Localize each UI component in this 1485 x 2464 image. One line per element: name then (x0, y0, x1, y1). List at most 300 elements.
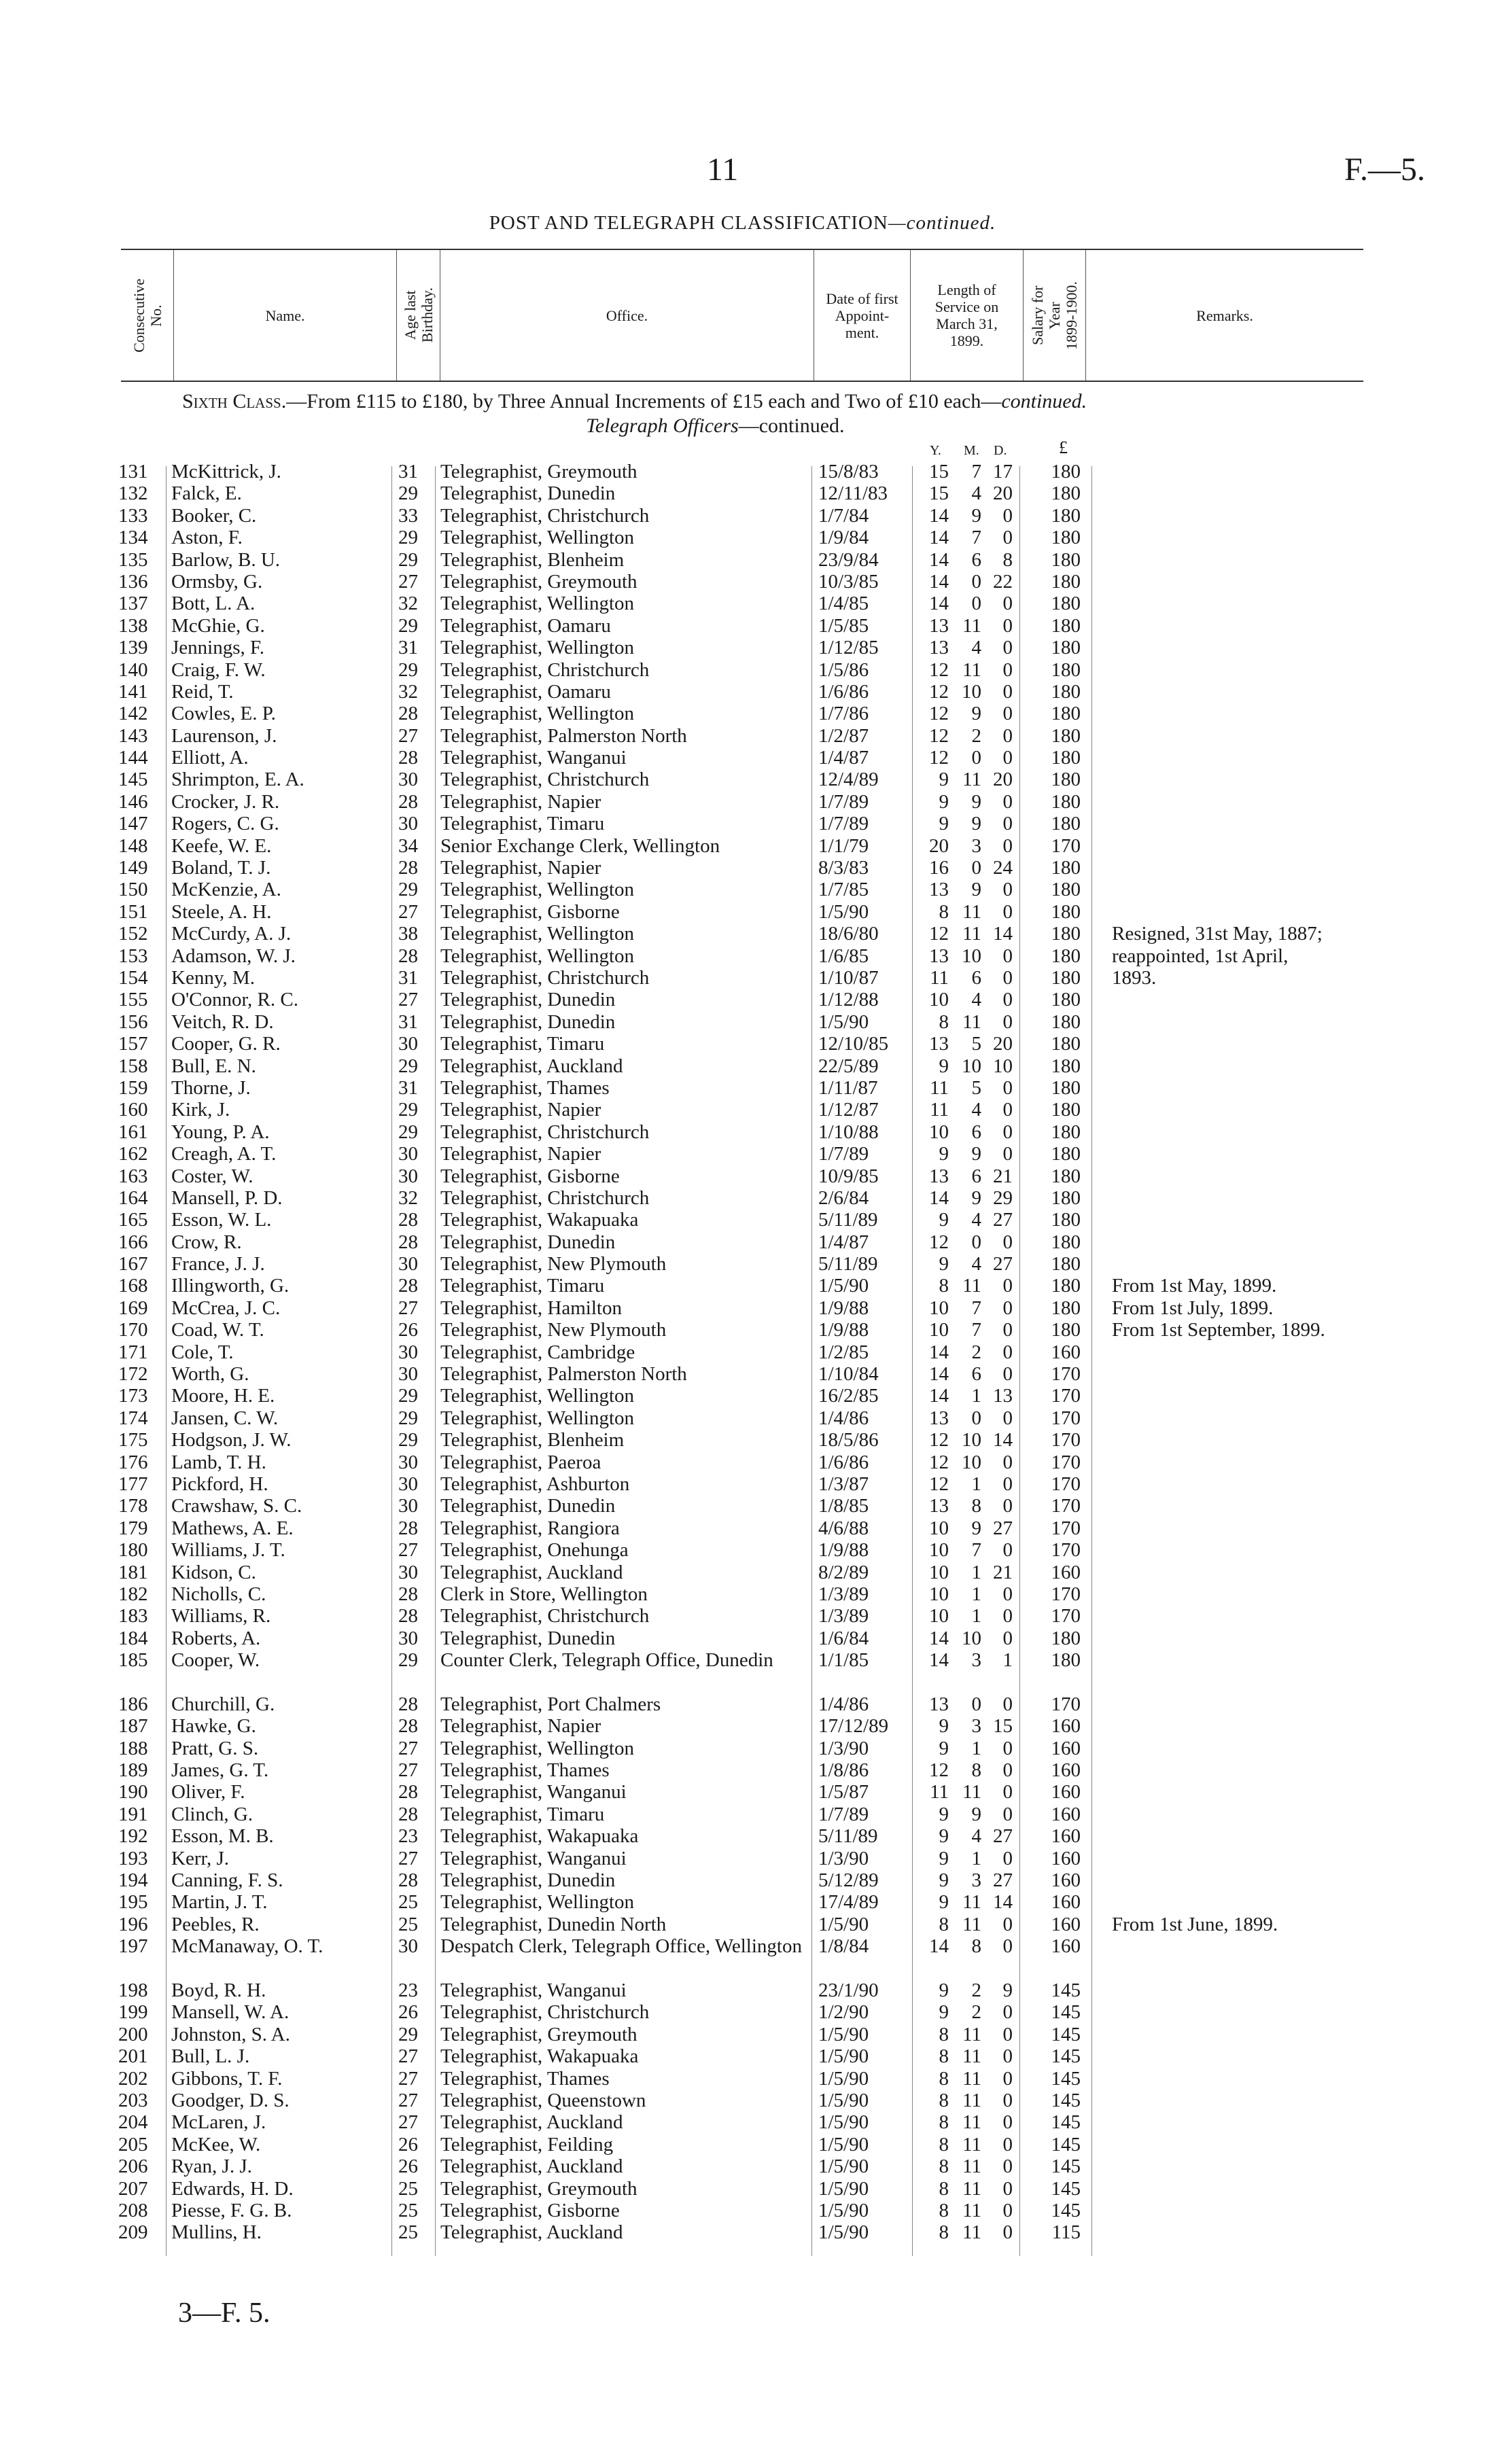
cell-age: 30 (398, 1363, 418, 1386)
cell-date: 15/8/83 (818, 461, 879, 482)
cell-m: 4 (971, 1099, 981, 1121)
cell-date: 1/8/85 (818, 1495, 869, 1517)
cell-salary: 180 (1051, 1010, 1081, 1033)
cell-salary: 180 (1051, 1055, 1081, 1077)
cell-date: 17/4/89 (818, 1891, 879, 1914)
cell-name: Creagh, A. T. (171, 1143, 277, 1165)
cell-office: Counter Clerk, Telegraph Office, Dunedin (440, 1649, 773, 1672)
cell-name: Boyd, R. H. (171, 1979, 266, 2001)
cell-age: 25 (398, 1891, 418, 1914)
cell-m: 11 (962, 2111, 981, 2134)
cell-m: 1 (971, 1473, 981, 1495)
cell-office: Telegraphist, Wellington (440, 923, 635, 945)
cell-age: 28 (398, 1517, 418, 1539)
cell-office: Telegraphist, Wellington (440, 593, 635, 615)
cell-salary: 145 (1051, 2155, 1081, 2178)
cell-salary: 180 (1051, 923, 1081, 945)
cell-no: 138 (118, 614, 148, 637)
cell-y: 12 (929, 1451, 949, 1473)
cell-date: 1/5/90 (818, 2155, 869, 2178)
cell-d: 0 (1002, 1341, 1013, 1363)
cell-name: Williams, R. (171, 1605, 271, 1627)
cell-age: 27 (398, 1737, 418, 1759)
col-header-remarks (1086, 250, 1363, 381)
cell-d: 0 (1002, 966, 1013, 989)
cell-no: 164 (118, 1186, 148, 1209)
cell-salary: 180 (1051, 724, 1081, 747)
cell-date: 8/3/83 (818, 857, 869, 879)
table-row (0, 2200, 1485, 2221)
table-row (0, 703, 1485, 724)
cell-no: 185 (118, 1649, 148, 1672)
cell-name: Kidson, C. (171, 1561, 256, 1583)
cell-salary: 180 (1051, 813, 1081, 835)
cell-office: Telegraphist, Onehunga (440, 1539, 629, 1562)
cell-m: 1 (971, 1737, 981, 1759)
cell-name: Bull, L. J. (171, 2045, 250, 2068)
cell-age: 32 (398, 680, 418, 703)
table-row (0, 1451, 1485, 1473)
cell-age: 29 (398, 658, 418, 681)
cell-office: Telegraphist, Paeroa (440, 1451, 601, 1473)
cell-date: 18/6/80 (818, 923, 879, 945)
cell-office: Telegraphist, New Plymouth (440, 1319, 667, 1341)
cell-date: 1/12/88 (818, 989, 879, 1011)
cell-name: Ormsby, G. (171, 570, 263, 593)
cell-office: Telegraphist, Napier (440, 790, 601, 813)
cell-y: 8 (939, 1275, 949, 1297)
cell-y: 16 (929, 857, 949, 879)
cell-y: 15 (929, 482, 949, 505)
cell-name: Cooper, W. (171, 1649, 260, 1672)
cell-age: 29 (398, 1099, 418, 1121)
cell-d: 0 (1002, 614, 1013, 637)
cell-d: 0 (1002, 1627, 1013, 1649)
cell-name: Kenny, M. (171, 966, 255, 989)
cell-m: 4 (971, 1253, 981, 1275)
table-row (0, 549, 1485, 571)
cell-y: 12 (929, 1759, 949, 1782)
cell-office: Telegraphist, Auckland (440, 2155, 623, 2178)
cell-no: 208 (118, 2199, 148, 2221)
cell-d: 0 (1002, 2199, 1013, 2221)
cell-m: 7 (971, 1297, 981, 1319)
cell-y: 14 (929, 548, 949, 571)
cell-no: 172 (118, 1363, 148, 1386)
cell-salary: 180 (1051, 637, 1081, 659)
cell-no: 171 (118, 1341, 148, 1363)
cell-date: 1/5/90 (818, 1913, 869, 1935)
cell-no: 155 (118, 989, 148, 1011)
cell-d: 0 (1002, 1781, 1013, 1803)
cell-date: 1/6/86 (818, 680, 869, 703)
cell-d: 0 (1002, 2089, 1013, 2111)
cell-name: France, J. J. (171, 1253, 265, 1275)
cell-age: 30 (398, 1561, 418, 1583)
table-row (0, 1143, 1485, 1165)
cell-salary: 160 (1051, 1935, 1081, 1958)
cell-no: 141 (118, 680, 148, 703)
cell-age: 30 (398, 1165, 418, 1187)
cell-date: 1/5/90 (818, 2045, 869, 2068)
cell-date: 22/5/89 (818, 1055, 879, 1077)
cell-m: 0 (971, 857, 981, 879)
cell-age: 30 (398, 1143, 418, 1165)
cell-y: 9 (939, 1803, 949, 1825)
table-row (0, 1033, 1485, 1055)
cell-d: 27 (993, 1209, 1013, 1231)
cell-d: 0 (1002, 637, 1013, 659)
cell-office: Telegraphist, Oamaru (440, 680, 611, 703)
cell-m: 10 (962, 1055, 981, 1077)
cell-office: Telegraphist, Wakapuaka (440, 1209, 639, 1231)
cell-name: Mansell, P. D. (171, 1186, 283, 1209)
cell-age: 27 (398, 900, 418, 923)
cell-m: 11 (962, 1010, 981, 1033)
cell-name: Ryan, J. J. (171, 2155, 252, 2178)
cell-d: 22 (993, 570, 1013, 593)
cell-d: 0 (1002, 1407, 1013, 1429)
cell-name: Booker, C. (171, 504, 257, 527)
cell-m: 11 (962, 658, 981, 681)
table-row (0, 527, 1485, 548)
cell-date: 1/5/90 (818, 2067, 869, 2090)
cell-d: 0 (1002, 680, 1013, 703)
unit-months: M. (964, 443, 979, 458)
cell-m: 11 (962, 1913, 981, 1935)
cell-m: 11 (962, 2155, 981, 2178)
cell-d: 0 (1002, 2133, 1013, 2155)
cell-office: Telegraphist, Napier (440, 1715, 601, 1738)
cell-date: 17/12/89 (818, 1715, 889, 1738)
cell-no: 162 (118, 1143, 148, 1165)
cell-y: 12 (929, 1473, 949, 1495)
cell-y: 8 (939, 1010, 949, 1033)
cell-office: Telegraphist, Port Chalmers (440, 1693, 661, 1715)
cell-age: 30 (398, 1627, 418, 1649)
page-number: 11 (707, 152, 739, 188)
cell-y: 13 (929, 614, 949, 637)
cell-y: 9 (939, 1737, 949, 1759)
col-header-salary-label: Salary for Year 1899-1900. (1029, 281, 1080, 350)
table-row (0, 1848, 1485, 1869)
cell-y: 12 (929, 658, 949, 681)
cell-m: 1 (971, 1561, 981, 1583)
cell-y: 14 (929, 1186, 949, 1209)
table-row (0, 505, 1485, 527)
cell-no: 149 (118, 857, 148, 879)
cell-office: Telegraphist, Timaru (440, 1803, 605, 1825)
table-row (0, 1869, 1485, 1891)
cell-d: 27 (993, 1517, 1013, 1539)
cell-salary: 180 (1051, 1165, 1081, 1187)
cell-office: Telegraphist, Wanganui (440, 1781, 627, 1803)
cell-office: Telegraphist, Queenstown (440, 2089, 646, 2111)
cell-y: 8 (939, 2133, 949, 2155)
col-header-remarks-label: Remarks. (1196, 306, 1253, 324)
cell-d: 0 (1002, 2001, 1013, 2024)
cell-no: 151 (118, 900, 148, 923)
cell-office: Clerk in Store, Wellington (440, 1583, 648, 1605)
cell-no: 139 (118, 637, 148, 659)
cell-age: 25 (398, 1913, 418, 1935)
cell-m: 11 (962, 900, 981, 923)
cell-office: Telegraphist, Wellington (440, 527, 635, 549)
cell-date: 12/11/83 (818, 482, 888, 505)
cell-salary: 145 (1051, 2199, 1081, 2221)
cell-date: 5/11/89 (818, 1209, 878, 1231)
cell-no: 175 (118, 1429, 148, 1451)
cell-m: 8 (971, 1495, 981, 1517)
cell-m: 3 (971, 1649, 981, 1672)
cell-y: 10 (929, 1517, 949, 1539)
cell-d: 0 (1002, 2155, 1013, 2178)
cell-office: Telegraphist, Oamaru (440, 614, 611, 637)
cell-d: 0 (1002, 1076, 1013, 1099)
running-title (0, 212, 1485, 234)
cell-date: 1/3/89 (818, 1583, 869, 1605)
cell-age: 29 (398, 2023, 418, 2045)
table-row (0, 2045, 1485, 2067)
table-row (0, 1165, 1485, 1187)
cell-m: 9 (971, 1143, 981, 1165)
cell-age: 28 (398, 1583, 418, 1605)
table-row (0, 1341, 1485, 1363)
cell-salary: 160 (1051, 1781, 1081, 1803)
cell-d: 0 (1002, 1275, 1013, 1297)
cell-name: Crawshaw, S. C. (171, 1495, 302, 1517)
cell-date: 1/5/90 (818, 2023, 869, 2045)
cell-no: 167 (118, 1253, 148, 1275)
cell-name: Esson, M. B. (171, 1825, 274, 1848)
cell-office: Telegraphist, Wellington (440, 879, 635, 901)
cell-name: Goodger, D. S. (171, 2089, 290, 2111)
cell-d: 0 (1002, 1693, 1013, 1715)
cell-name: Gibbons, T. F. (171, 2067, 283, 2090)
cell-d: 0 (1002, 1847, 1013, 1869)
cell-no: 160 (118, 1099, 148, 1121)
cell-office: Telegraphist, Thames (440, 1076, 610, 1099)
cell-y: 14 (929, 527, 949, 549)
cell-d: 20 (993, 482, 1013, 505)
cell-d: 21 (993, 1561, 1013, 1583)
cell-no: 156 (118, 1010, 148, 1033)
cell-name: Pickford, H. (171, 1473, 268, 1495)
cell-date: 10/3/85 (818, 570, 879, 593)
cell-d: 0 (1002, 1473, 1013, 1495)
col-header-office (440, 250, 814, 381)
cell-name: McKee, W. (171, 2133, 261, 2155)
cell-name: Churchill, G. (171, 1693, 275, 1715)
cell-m: 6 (971, 966, 981, 989)
cell-y: 8 (939, 2067, 949, 2090)
cell-m: 0 (971, 747, 981, 769)
cell-office: Telegraphist, Auckland (440, 2221, 623, 2244)
cell-office: Telegraphist, Wakapuaka (440, 1825, 639, 1848)
cell-m: 9 (971, 790, 981, 813)
cell-age: 25 (398, 2177, 418, 2200)
cell-name: Rogers, C. G. (171, 813, 279, 835)
cell-age: 28 (398, 1231, 418, 1253)
cell-no: 204 (118, 2111, 148, 2134)
cell-d: 0 (1002, 1759, 1013, 1782)
cell-no: 168 (118, 1275, 148, 1297)
col-header-name (174, 250, 397, 381)
table-row (0, 1385, 1485, 1407)
cell-salary: 115 (1051, 2221, 1081, 2244)
cell-age: 28 (398, 790, 418, 813)
table-row (0, 2134, 1485, 2155)
cell-date: 5/11/89 (818, 1825, 878, 1848)
cell-date: 1/6/86 (818, 1451, 869, 1473)
table-row (0, 1693, 1485, 1715)
cell-age: 27 (398, 2111, 418, 2134)
cell-y: 12 (929, 724, 949, 747)
cell-date: 1/8/84 (818, 1935, 869, 1958)
cell-y: 10 (929, 1297, 949, 1319)
table-row (0, 967, 1485, 989)
cell-date: 1/5/90 (818, 2111, 869, 2134)
cell-date: 1/12/85 (818, 637, 879, 659)
cell-date: 2/6/84 (818, 1186, 869, 1209)
cell-m: 10 (962, 1451, 981, 1473)
cell-d: 0 (1002, 1121, 1013, 1143)
cell-date: 1/9/88 (818, 1297, 869, 1319)
cell-office: Telegraphist, Greymouth (440, 570, 637, 593)
cell-name: Kirk, J. (171, 1099, 230, 1121)
cell-age: 33 (398, 504, 418, 527)
cell-no: 144 (118, 747, 148, 769)
cell-y: 13 (929, 879, 949, 901)
cell-m: 2 (971, 1979, 981, 2001)
cell-salary: 180 (1051, 570, 1081, 593)
cell-y: 10 (929, 1583, 949, 1605)
cell-d: 0 (1002, 2023, 1013, 2045)
cell-y: 10 (929, 989, 949, 1011)
cell-d: 13 (993, 1385, 1013, 1407)
cell-m: 11 (962, 1275, 981, 1297)
cell-office: Telegraphist, Christchurch (440, 2001, 650, 2024)
cell-m: 10 (962, 1627, 981, 1649)
cell-age: 27 (398, 989, 418, 1011)
cell-date: 1/4/87 (818, 1231, 869, 1253)
cell-salary: 170 (1051, 1385, 1081, 1407)
cell-age: 38 (398, 923, 418, 945)
cell-date: 1/10/84 (818, 1363, 879, 1386)
cell-salary: 160 (1051, 1825, 1081, 1848)
cell-date: 1/6/85 (818, 945, 869, 967)
col-header-name-label: Name. (265, 306, 305, 324)
table-row (0, 923, 1485, 945)
cell-age: 26 (398, 2133, 418, 2155)
cell-office: Telegraphist, Ashburton (440, 1473, 630, 1495)
table-row (0, 945, 1485, 967)
cell-remarks: From 1st September, 1899. (1112, 1319, 1325, 1341)
cell-no: 176 (118, 1451, 148, 1473)
cell-age: 28 (398, 1869, 418, 1892)
cell-salary: 180 (1051, 548, 1081, 571)
cell-date: 8/2/89 (818, 1561, 869, 1583)
cell-name: Canning, F. S. (171, 1869, 283, 1892)
table-row (0, 1011, 1485, 1033)
cell-office: Telegraphist, Dunedin (440, 482, 616, 505)
cell-no: 150 (118, 879, 148, 901)
cell-age: 27 (398, 570, 418, 593)
cell-no: 179 (118, 1517, 148, 1539)
cell-name: McKenzie, A. (171, 879, 281, 901)
unit-years: Y. (930, 443, 941, 458)
cell-d: 0 (1002, 813, 1013, 835)
cell-d: 0 (1002, 1935, 1013, 1958)
cell-date: 16/2/85 (818, 1385, 879, 1407)
col-header-no (121, 250, 174, 381)
cell-d: 1 (1002, 1649, 1013, 1672)
cell-no: 154 (118, 966, 148, 989)
cell-name: Clinch, G. (171, 1803, 254, 1825)
cell-age: 28 (398, 1209, 418, 1231)
table-row (0, 2178, 1485, 2200)
cell-name: Young, P. A. (171, 1121, 270, 1143)
table-header (121, 249, 1363, 382)
cell-salary: 180 (1051, 680, 1081, 703)
cell-y: 9 (939, 1253, 949, 1275)
col-header-no-label: Consecutive No. (130, 278, 164, 353)
cell-y: 9 (939, 813, 949, 835)
cell-y: 14 (929, 570, 949, 593)
cell-date: 1/5/86 (818, 658, 869, 681)
cell-office: Telegraphist, Timaru (440, 1275, 605, 1297)
cell-d: 14 (993, 1891, 1013, 1914)
table-row (0, 725, 1485, 747)
cell-m: 9 (971, 1186, 981, 1209)
cell-salary: 180 (1051, 461, 1081, 482)
cell-no: 153 (118, 945, 148, 967)
cell-y: 12 (929, 1231, 949, 1253)
cell-name: Crow, R. (171, 1231, 242, 1253)
table-row (0, 1055, 1485, 1077)
cell-no: 146 (118, 790, 148, 813)
cell-age: 27 (398, 1539, 418, 1562)
cell-y: 9 (939, 790, 949, 813)
cell-name: Reid, T. (171, 680, 234, 703)
cell-y: 13 (929, 1033, 949, 1055)
cell-date: 1/1/85 (818, 1649, 869, 1672)
cell-office: Telegraphist, Blenheim (440, 1429, 625, 1451)
cell-m: 0 (971, 593, 981, 615)
cell-name: Mathews, A. E. (171, 1517, 294, 1539)
cell-date: 1/11/87 (818, 1076, 878, 1099)
cell-y: 8 (939, 900, 949, 923)
cell-salary: 180 (1051, 1099, 1081, 1121)
cell-d: 0 (1002, 1451, 1013, 1473)
cell-no: 133 (118, 504, 148, 527)
cell-salary: 180 (1051, 1627, 1081, 1649)
cell-date: 1/5/85 (818, 614, 869, 637)
cell-salary: 160 (1051, 1891, 1081, 1914)
cell-office: Despatch Clerk, Telegraph Office, Wellington (440, 1935, 802, 1958)
cell-office: Telegraphist, Wellington (440, 1891, 635, 1914)
class-heading-text: —From £115 to £180, by Three Annual Increments of £15 each and Two of £10 each— (286, 390, 1002, 412)
cell-y: 10 (929, 1121, 949, 1143)
table-row (0, 1077, 1485, 1099)
cell-m: 0 (971, 1231, 981, 1253)
cell-y: 12 (929, 680, 949, 703)
cell-m: 11 (962, 2089, 981, 2111)
cell-no: 147 (118, 813, 148, 835)
cell-date: 1/5/90 (818, 2221, 869, 2244)
table-row (0, 1539, 1485, 1561)
cell-date: 1/7/84 (818, 504, 869, 527)
